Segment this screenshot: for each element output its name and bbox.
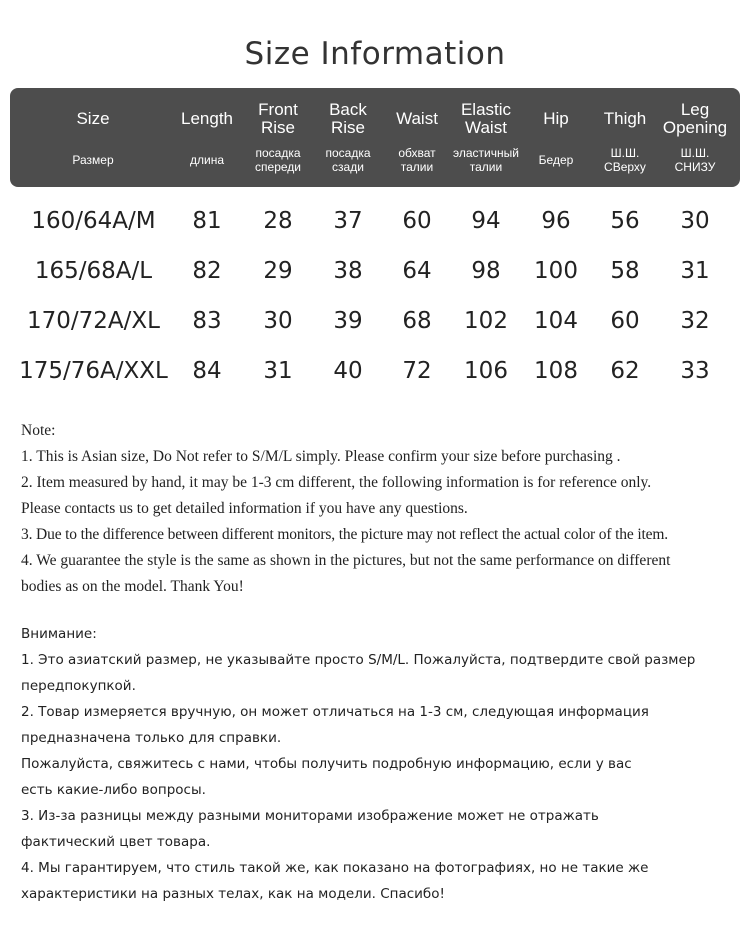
header-label: Thigh — [603, 109, 647, 128]
cell-length: 84 — [192, 358, 222, 384]
cell-elastic-waist: 106 — [464, 358, 508, 384]
cell-waist: 60 — [402, 208, 432, 234]
cell-hip: 108 — [534, 358, 578, 384]
header-label: Leg Opening — [662, 100, 728, 137]
note-line: 1. Это азиатский размер, не указывайте просто S/M/L. Пожалуйста, подтвердите свой размер — [21, 652, 696, 668]
cell-thigh: 58 — [610, 258, 640, 284]
note-line: есть какие-либо вопросы. — [21, 782, 206, 798]
header-label-ru: длина — [189, 153, 224, 167]
header-length — [170, 88, 244, 187]
note-line: bodies as on the model. Thank You! — [21, 578, 244, 595]
note-line: 3. Due to the difference between different monitors, the picture may not reflect the actual color of the item. — [21, 526, 669, 543]
note-line: 3. Из-за разницы между разными мониторами изображение может не отражать — [21, 808, 599, 824]
page-title: Size Information — [244, 36, 506, 72]
note-line: характеристики на разных телах, как на модели. Спасибо! — [21, 886, 445, 902]
cell-leg-opening: 33 — [680, 358, 710, 384]
cell-back-rise: 37 — [333, 208, 363, 234]
cell-length: 82 — [192, 258, 222, 284]
header-front-rise — [243, 88, 313, 187]
note-line: предназначена только для справки. — [21, 730, 282, 746]
header-label-ru: Размер — [72, 153, 114, 167]
cell-waist: 72 — [402, 358, 432, 384]
header-thigh — [590, 88, 660, 187]
header-label-ru: Ш.Ш. СВерху — [604, 146, 646, 174]
cell-front-rise: 29 — [263, 258, 293, 284]
note-line: Please contacts us to get detailed information if you have any questions. — [21, 500, 468, 517]
header-label-ru: Ш.Ш. СНИЗУ — [674, 146, 716, 174]
header-label: Elastic Waist — [460, 100, 512, 137]
cell-thigh: 62 — [610, 358, 640, 384]
size-table-header — [10, 88, 740, 187]
cell-elastic-waist: 94 — [471, 208, 501, 234]
note-line: 2. Товар измеряется вручную, он может отличаться на 1-3 см, следующая информация — [21, 704, 649, 720]
notes-english — [21, 418, 746, 600]
cell-thigh: 60 — [610, 308, 640, 334]
cell-leg-opening: 32 — [680, 308, 710, 334]
note-line: передпокупкой. — [21, 678, 136, 694]
cell-waist: 64 — [402, 258, 432, 284]
cell-elastic-waist: 98 — [471, 258, 501, 284]
cell-size: 170/72A/XL — [27, 308, 160, 334]
header-label: Front Rise — [258, 100, 298, 137]
header-label-ru: посадка спереди — [255, 146, 301, 174]
table-row — [0, 201, 750, 241]
header-leg-opening — [658, 88, 732, 187]
cell-length: 83 — [192, 308, 222, 334]
header-label: Length — [181, 109, 233, 128]
cell-size: 165/68A/L — [34, 258, 153, 284]
header-label-ru: эластичный талии — [453, 146, 519, 174]
header-elastic-waist — [446, 88, 526, 187]
cell-front-rise: 31 — [263, 358, 293, 384]
cell-front-rise: 28 — [263, 208, 293, 234]
table-row — [0, 301, 750, 341]
cell-back-rise: 39 — [333, 308, 363, 334]
note-line: Пожалуйста, свяжитесь с нами, чтобы получить подробную информацию, если у вас — [21, 756, 632, 772]
header-label: Size — [76, 109, 110, 128]
note-line: 4. Мы гарантируем, что стиль такой же, как показано на фотографиях, но не такие же — [21, 860, 649, 876]
header-label-ru: обхват талии — [398, 146, 436, 174]
cell-leg-opening: 31 — [680, 258, 710, 284]
notes-heading: Внимание: — [21, 626, 97, 642]
notes-heading: Note: — [21, 422, 56, 439]
header-size — [38, 88, 148, 187]
cell-back-rise: 38 — [333, 258, 363, 284]
notes-russian — [21, 621, 741, 907]
cell-front-rise: 30 — [263, 308, 293, 334]
note-line: фактический цвет товара. — [21, 834, 211, 850]
cell-leg-opening: 30 — [680, 208, 710, 234]
cell-back-rise: 40 — [333, 358, 363, 384]
header-waist — [382, 88, 452, 187]
cell-hip: 104 — [534, 308, 578, 334]
cell-elastic-waist: 102 — [464, 308, 508, 334]
header-label-ru: Бедер — [538, 153, 574, 167]
cell-waist: 68 — [402, 308, 432, 334]
header-back-rise — [313, 88, 383, 187]
note-line: 1. This is Asian size, Do Not refer to S/M/L simply. Please confirm your size before purchasing . — [21, 448, 621, 465]
cell-thigh: 56 — [610, 208, 640, 234]
cell-length: 81 — [192, 208, 222, 234]
cell-hip: 100 — [534, 258, 578, 284]
cell-hip: 96 — [541, 208, 571, 234]
header-label-ru: посадка сзади — [325, 146, 371, 174]
header-hip — [526, 88, 586, 187]
cell-size: 175/76A/XXL — [19, 358, 168, 384]
header-label: Hip — [543, 109, 569, 128]
table-row — [0, 351, 750, 391]
cell-size: 160/64A/M — [31, 208, 156, 234]
header-label: Back Rise — [329, 100, 367, 137]
table-row — [0, 251, 750, 291]
note-line: 4. We guarantee the style is the same as shown in the pictures, but not the same performance on different — [21, 552, 671, 569]
header-label: Waist — [396, 109, 438, 128]
note-line: 2. Item measured by hand, it may be 1-3 cm different, the following information is for reference only. — [21, 474, 652, 491]
